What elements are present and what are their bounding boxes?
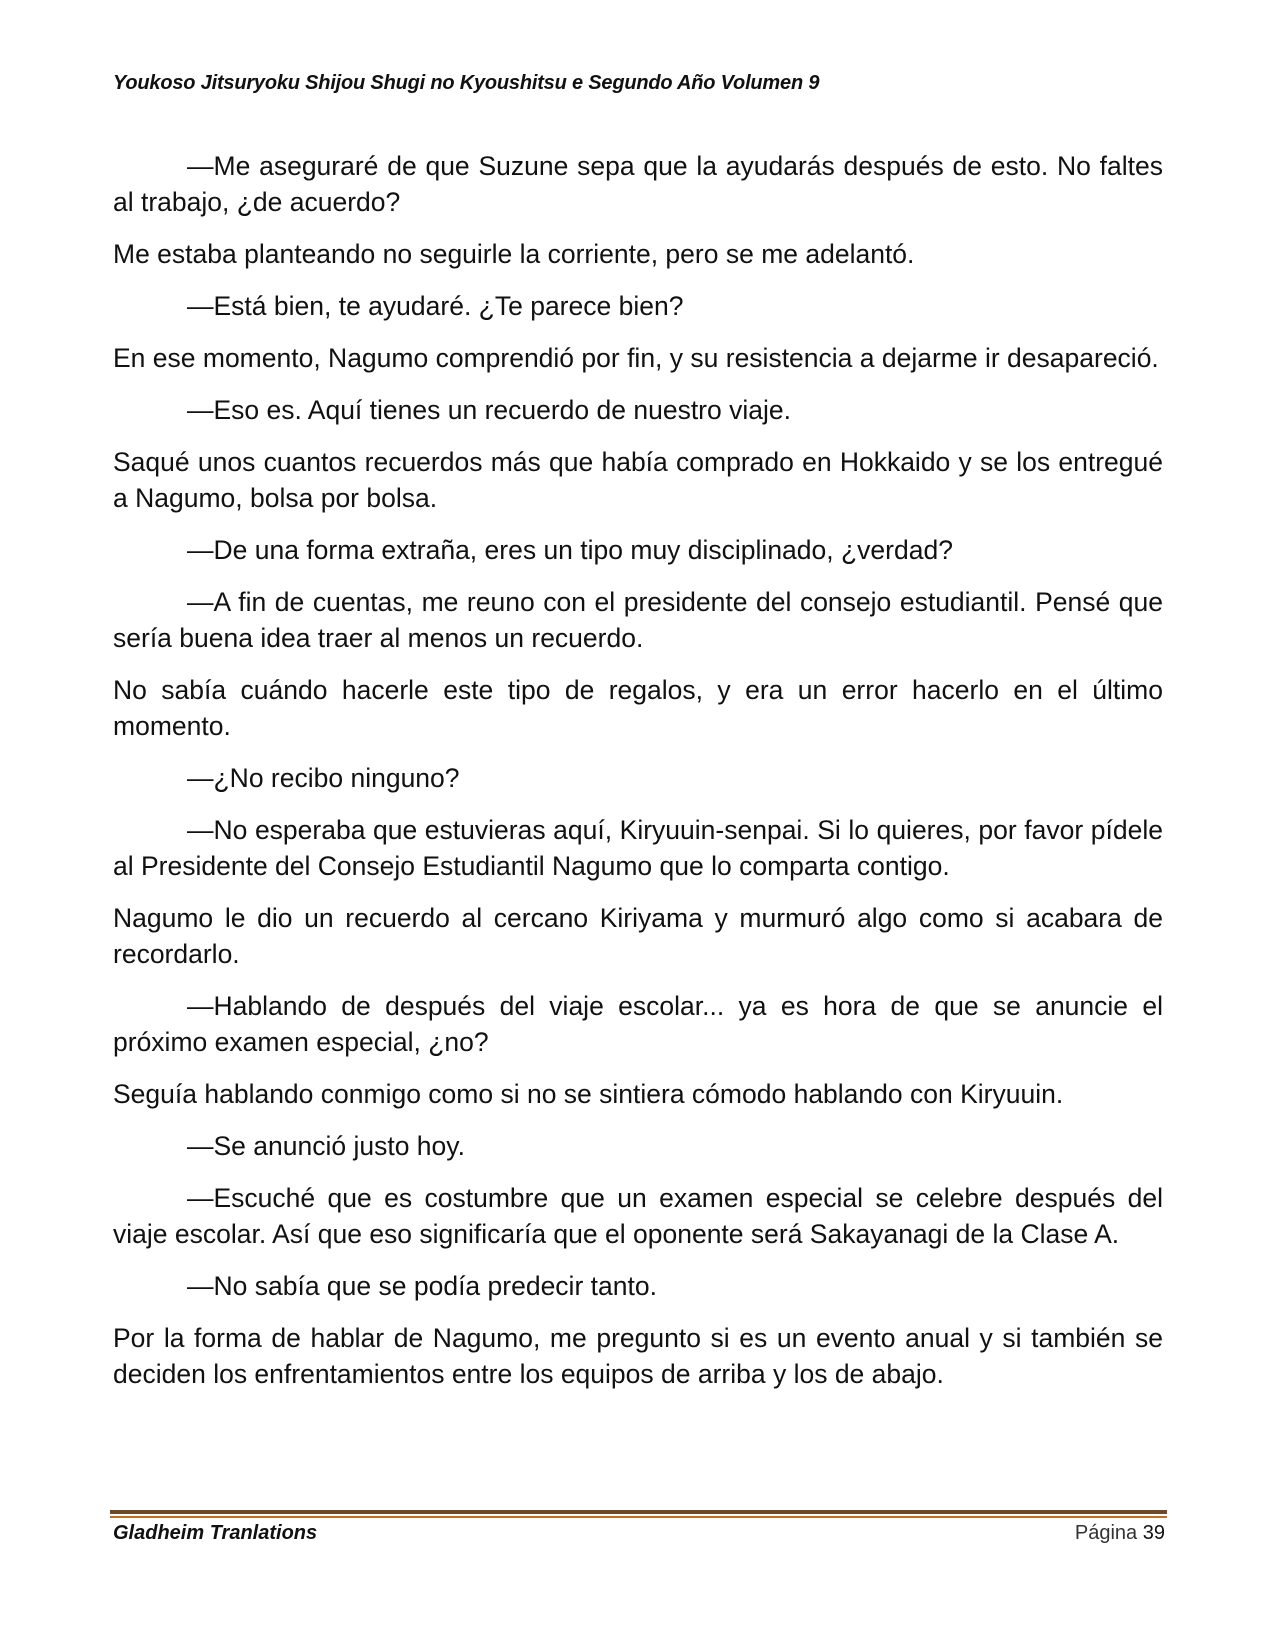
paragraph: —A fin de cuentas, me reuno con el presidente del consejo estudiantil. Pensé que sería buena idea traer al menos un recuerdo. — [113, 587, 1163, 653]
paragraph: Nagumo le dio un recuerdo al cercano Kiriyama y murmuró algo como si acabara de recordarlo. — [113, 903, 1163, 969]
body-text — [113, 148, 1163, 1408]
paragraph: Me estaba planteando no seguirle la corriente, pero se me adelantó. — [113, 239, 915, 269]
page-number: 39 — [1142, 1522, 1165, 1544]
paragraph: En ese momento, Nagumo comprendió por fin, y su resistencia a dejarme ir desapareció. — [113, 343, 1159, 373]
paragraph: —Está bien, te ayudaré. ¿Te parece bien? — [187, 291, 684, 321]
paragraph: —No esperaba que estuvieras aquí, Kiryuuin-senpai. Si lo quieres, por favor pídele al Presidente del Consejo Estudiantil Nagumo que lo comparta contigo. — [113, 815, 1163, 881]
paragraph: —Me aseguraré de que Suzune sepa que la ayudarás después de esto. No faltes al trabajo, ¿de acuerdo? — [113, 151, 1163, 217]
paragraph: —No sabía que se podía predecir tanto. — [187, 1271, 657, 1301]
footer-divider-accent — [110, 1516, 1167, 1518]
paragraph: No sabía cuándo hacerle este tipo de regalos, y era un error hacerlo en el último momento. — [113, 675, 1163, 741]
page-indicator — [1075, 1522, 1165, 1545]
header-title: Youkoso Jitsuryoku Shijou Shugi no Kyoushitsu e Segundo Año Volumen 9 — [113, 72, 820, 94]
paragraph: —Escuché que es costumbre que un examen especial se celebre después del viaje escolar. Así que eso significaría que el oponente será Sakayanagi de la Clase A. — [113, 1183, 1163, 1249]
paragraph: Saqué unos cuantos recuerdos más que había comprado en Hokkaido y se los entregué a Nagumo, bolsa por bolsa. — [113, 447, 1163, 513]
footer-divider — [110, 1510, 1167, 1514]
paragraph: —Se anunció justo hoy. — [187, 1131, 465, 1161]
paragraph: Por la forma de hablar de Nagumo, me pregunto si es un evento anual y si también se deciden los enfrentamientos entre los equipos de arriba y los de abajo. — [113, 1323, 1163, 1389]
paragraph: —Hablando de después del viaje escolar... ya es hora de que se anuncie el próximo examen especial, ¿no? — [113, 991, 1163, 1057]
paragraph: —Eso es. Aquí tienes un recuerdo de nuestro viaje. — [187, 395, 791, 425]
paragraph: Seguía hablando conmigo como si no se sintiera cómodo hablando con Kiryuuin. — [113, 1079, 1064, 1109]
paragraph: —De una forma extraña, eres un tipo muy disciplinado, ¿verdad? — [187, 535, 953, 565]
page-label: Página — [1074, 1522, 1138, 1544]
footer-publisher: Gladheim Tranlations — [113, 1522, 318, 1544]
paragraph: —¿No recibo ninguno? — [187, 763, 460, 793]
